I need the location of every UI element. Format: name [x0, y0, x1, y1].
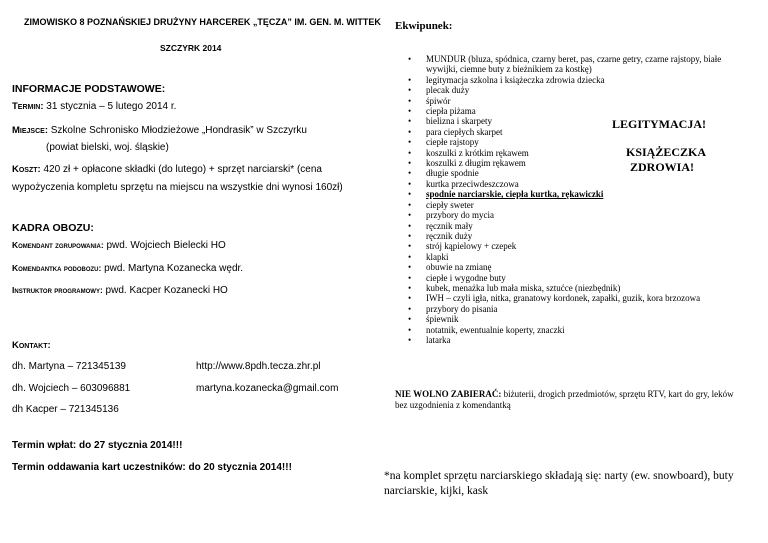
footnote-line2: narciarskie, kijki, kask	[384, 485, 489, 497]
list-item: • plecak duży	[408, 85, 738, 95]
contact-phone: dh. Wojciech – 603096881	[12, 383, 131, 394]
forbidden-text: biżuterii, drogich przedmiotów, sprzętu RTV, kart do gry, leków	[501, 389, 734, 399]
staff-role: Komendant zgrupowania:	[12, 240, 104, 250]
staff-name: pwd. Kacper Kozanecki HO	[102, 285, 228, 296]
camp-title: ZIMOWISKO 8 POZNAŃSKIEJ DRUŻYNY HARCEREK „TĘCZA” IM. GEN. M. WITTEK	[24, 17, 381, 27]
term-line	[12, 101, 176, 112]
staff-role: Komendantka podobozu:	[12, 263, 102, 273]
contact-heading: Kontakt:	[12, 340, 51, 351]
list-item: • ręcznik mały	[408, 221, 738, 231]
legitymacja-note: LEGITYMACJA!	[612, 117, 707, 131]
forbidden-line	[395, 389, 734, 399]
place-label: Miejsce:	[12, 125, 48, 136]
ksiazeczka-note-line2: ZDROWIA!	[630, 160, 695, 174]
cards-deadline: Termin oddawania kart uczestników: do 20 stycznia 2014!!!	[12, 462, 292, 473]
cost-value-2: wypożyczenia kompletu sprzętu na miejscu na wszystkie dni wynosi 160zł)	[12, 182, 343, 193]
list-item: • długie spodnie	[408, 168, 738, 178]
term-value: 31 stycznia – 5 lutego 2014 r.	[43, 101, 177, 112]
payment-deadline: Termin wpłat: do 27 stycznia 2014!!!	[12, 440, 183, 451]
list-item: • spodnie narciarskie, ciepła kurtka, rękawiczki	[408, 189, 738, 199]
list-item: • IWH – czyli igła, nitka, granatowy kordonek, zapałki, guzik, kora brzozowa	[408, 293, 738, 303]
list-item: • ciepły sweter	[408, 200, 738, 210]
cost-label: Koszt:	[12, 164, 41, 175]
list-item: • ciepła piżama	[408, 106, 738, 116]
staff-name: pwd. Wojciech Bielecki HO	[103, 240, 226, 251]
forbidden-label: NIE WOLNO ZABIERAĆ:	[395, 389, 502, 399]
staff-heading: KADRA OBOZU:	[12, 222, 94, 234]
place-value: Szkolne Schronisko Młodzieżowe „Hondrasik” w Szczyrku	[47, 125, 307, 136]
list-item: • przybory do mycia	[408, 210, 738, 220]
list-item: • kubek, menażka lub mała miska, sztućce (niezbędnik)	[408, 283, 738, 293]
list-item: • ciepłe i wygodne buty	[408, 273, 738, 283]
list-item: • latarka	[408, 335, 738, 345]
equipment-heading: Ekwipunek:	[395, 20, 453, 32]
equipment-list	[408, 54, 738, 345]
footnote-line1: *na komplet sprzętu narciarskiego składają się: narty (ew. snowboard), buty	[384, 470, 734, 482]
list-item: • notatnik, ewentualnie koperty, znaczki	[408, 325, 738, 335]
staff-name: pwd. Martyna Kozanecka wędr.	[101, 263, 244, 274]
contact-phone: dh Kacper – 721345136	[12, 404, 119, 415]
list-item: • legitymacja szkolna i książeczka zdrowia dziecka	[408, 75, 738, 85]
cost-value: 420 zł + opłacone składki (do lutego) + sprzęt narciarski* (cena	[40, 164, 322, 175]
list-item: • śpiewnik	[408, 314, 738, 324]
website-link[interactable]: http://www.8pdh.tecza.zhr.pl	[196, 361, 321, 372]
list-item: • kurtka przeciwdeszczowa	[408, 179, 738, 189]
staff-row	[12, 285, 228, 296]
list-item: • obuwie na zmianę	[408, 262, 738, 272]
list-item: • para ciepłych skarpet	[408, 127, 738, 137]
list-item: • przybory do pisania	[408, 304, 738, 314]
term-label: Termin:	[12, 101, 44, 112]
staff-role: Instruktor programowy:	[12, 285, 103, 295]
list-item: • bielizna i skarpety	[408, 116, 738, 126]
staff-row	[12, 263, 243, 274]
camp-subtitle: SZCZYRK 2014	[160, 43, 222, 53]
forbidden-text-2: bez uzgodnienia z komendantką	[395, 400, 511, 410]
list-item: • koszulki z krótkim rękawem	[408, 148, 738, 158]
basic-info-heading: INFORMACJE PODSTAWOWE:	[12, 83, 166, 95]
list-item: • ręcznik duży	[408, 231, 738, 241]
staff-row	[12, 240, 226, 251]
email-link[interactable]: martyna.kozanecka@gmail.com	[196, 383, 339, 394]
ksiazeczka-note-line1: KSIĄŻECZKA	[626, 145, 707, 159]
list-item: • ciepłe rajstopy	[408, 137, 738, 147]
contact-phone: dh. Martyna – 721345139	[12, 361, 126, 372]
list-item: • klapki	[408, 252, 738, 262]
list-item: • MUNDUR (bluza, spódnica, czarny beret, pas, czarne getry, czarne rajstopy, białe wywijki, ciemne buty z bieżnikiem za kostkę)	[408, 54, 738, 75]
cost-line	[12, 164, 322, 175]
list-item: • strój kąpielowy + czepek	[408, 241, 738, 251]
place-line	[12, 125, 307, 136]
place-region: (powiat bielski, woj. śląskie)	[46, 142, 169, 153]
list-item: • koszulki z długim rękawem	[408, 158, 738, 168]
list-item: • śpiwór	[408, 96, 738, 106]
list-item-continuation: wywijki, ciemne buty z bieżnikiem za kostkę)	[426, 64, 592, 75]
